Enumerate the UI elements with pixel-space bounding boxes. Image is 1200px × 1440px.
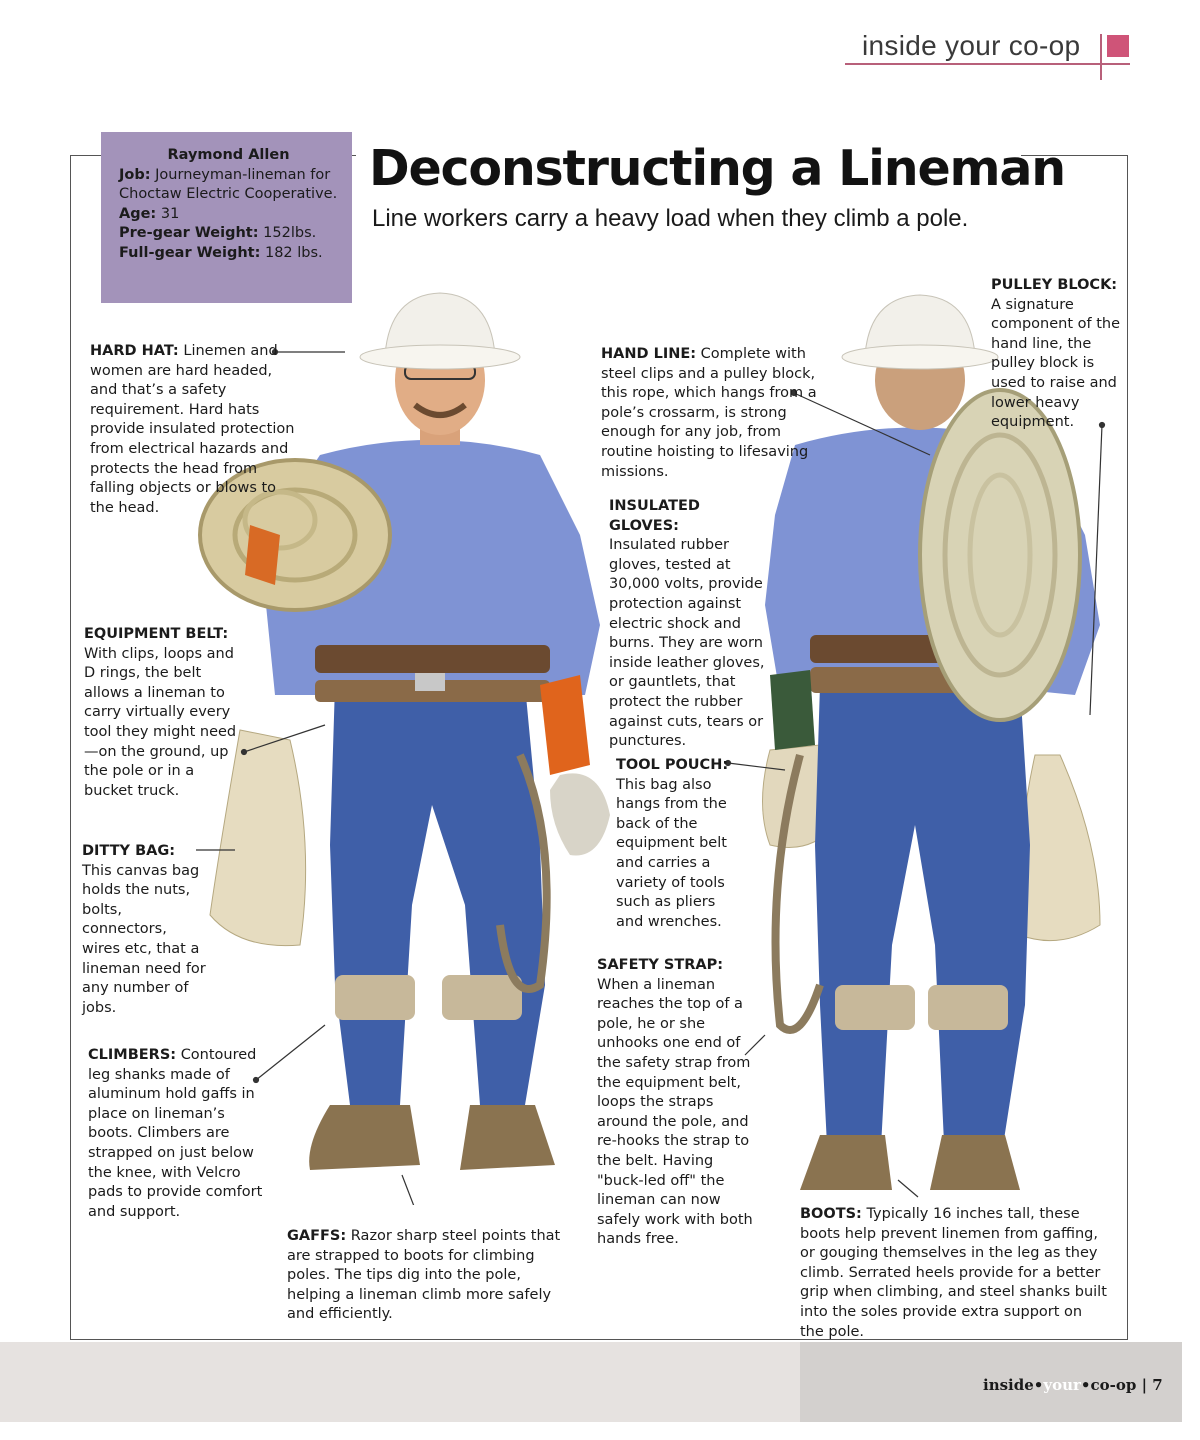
caption-safety-strap-label: SAFETY STRAP: xyxy=(597,957,724,973)
section-tag: inside your co-op xyxy=(862,30,1081,61)
caption-hard-hat-label: HARD HAT: xyxy=(90,343,179,359)
caption-insulated-gloves xyxy=(609,497,774,752)
caption-climbers-label: CLIMBERS: xyxy=(88,1047,177,1063)
caption-hard-hat xyxy=(90,342,295,518)
caption-gaffs-text: Razor sharp steel points that are strapped to boots for climbing poles. The tips dig into the pole, helping a lineman climb more safely and efficiently. xyxy=(287,1228,561,1323)
caption-ditty-bag-text: This canvas bag holds the nuts, bolts, connectors, wires etc, that a lineman need for any number of jobs. xyxy=(82,862,206,1016)
caption-tool-pouch-text: This bag also hangs from the back of the equipment belt and carries a variety of tools such as pliers and wrenches. xyxy=(616,776,727,930)
profile-age-value: 31 xyxy=(160,205,180,222)
caption-insulated-gloves-text: Insulated rubber gloves, tested at 30,000 volts, provide protection against electric shock and burns. They are worn inside leather gloves, or gauntlets, that protect the rubber against cuts, tears or punctures. xyxy=(609,537,765,750)
caption-gaffs-label: GAFFS: xyxy=(287,1228,347,1244)
section-tag-rule xyxy=(845,63,1130,65)
profile-job xyxy=(119,166,338,205)
profile-pre-weight-value: 152lbs. xyxy=(263,225,317,242)
caption-equipment-belt xyxy=(84,625,239,801)
caption-ditty-bag xyxy=(82,842,207,1018)
caption-equipment-belt-text: With clips, loops and D rings, the belt allows a lineman to carry virtually every tool they might need—on the ground, up the pole or in a bucket truck. xyxy=(84,645,237,799)
profile-full-weight xyxy=(119,244,338,264)
caption-hand-line-label: HAND LINE: xyxy=(601,346,697,362)
caption-climbers xyxy=(88,1046,268,1222)
footer-band-left xyxy=(0,1342,800,1422)
caption-ditty-bag-label: DITTY BAG: xyxy=(82,843,176,859)
section-tag-square xyxy=(1107,35,1129,57)
caption-safety-strap-text: When a lineman reaches the top of a pole, he or she unhooks one end of the safety strap from the equipment belt, loops the straps around the pole, and re-hooks the strap to the belt. Having "buck-led off" the lineman can now safely work with both hands free. xyxy=(597,976,753,1248)
profile-pre-weight xyxy=(119,224,338,244)
caption-boots-text: Typically 16 inches tall, these boots help prevent linemen from gaffing, or gouging themselves in the leg as they climb. Serrated heels provide for a better grip when climbing, and steel shanks built into the soles provide extra support on the pole. xyxy=(800,1206,1107,1340)
folio-inside: inside• xyxy=(983,1376,1044,1394)
profile-name: Raymond Allen xyxy=(167,147,290,163)
caption-gaffs xyxy=(287,1227,577,1325)
profile-age-label: Age: xyxy=(119,205,157,222)
article-title: Deconstructing a Lineman xyxy=(369,140,1065,197)
caption-pulley-block-label: PULLEY BLOCK: xyxy=(991,277,1118,293)
caption-safety-strap xyxy=(597,956,757,1250)
profile-age xyxy=(119,205,338,225)
caption-equipment-belt-label: EQUIPMENT BELT: xyxy=(84,626,229,642)
caption-hand-line-text: Complete with steel clips and a pulley block, this rope, which hangs from a pole’s crossarm, is strong enough for any job, from routine hoisting to lifesaving missions. xyxy=(601,346,817,480)
folio-your: your xyxy=(1043,1376,1081,1394)
lineman-profile-box xyxy=(101,132,352,303)
caption-pulley-block xyxy=(991,276,1126,433)
section-tag-divider xyxy=(1100,34,1102,80)
caption-climbers-text: Contoured leg shanks made of aluminum hold gaffs in place on lineman’s boots. Climbers are strapped on just below the knee, with Velcro pads to provide comfort and support. xyxy=(88,1047,263,1220)
profile-job-label: Job: xyxy=(119,166,151,183)
caption-tool-pouch-label: TOOL POUCH: xyxy=(616,757,729,773)
caption-hand-line xyxy=(601,345,826,482)
caption-pulley-block-text: A signature component of the hand line, the pulley block is used to raise and lower heavy equipment. xyxy=(991,296,1121,431)
profile-job-value: Journeyman-lineman for Choctaw Electric Cooperative. xyxy=(119,166,338,203)
caption-hard-hat-text: Linemen and women are hard headed, and that’s a safety requirement. Hard hats provide insulated protection from electrical hazards and protects the head from falling objects or blows to the head. xyxy=(90,343,295,516)
profile-full-weight-label: Full-gear Weight: xyxy=(119,244,261,261)
caption-boots xyxy=(800,1205,1110,1342)
caption-boots-label: BOOTS: xyxy=(800,1206,862,1222)
page-folio xyxy=(983,1376,1163,1394)
article-subtitle: Line workers carry a heavy load when they climb a pole. xyxy=(372,205,969,232)
folio-coop-page: •co-op | 7 xyxy=(1080,1376,1163,1394)
caption-insulated-gloves-label: INSULATED GLOVES: xyxy=(609,498,700,534)
caption-tool-pouch xyxy=(616,756,746,932)
profile-pre-weight-label: Pre-gear Weight: xyxy=(119,225,259,242)
profile-full-weight-value: 182 lbs. xyxy=(264,244,323,261)
